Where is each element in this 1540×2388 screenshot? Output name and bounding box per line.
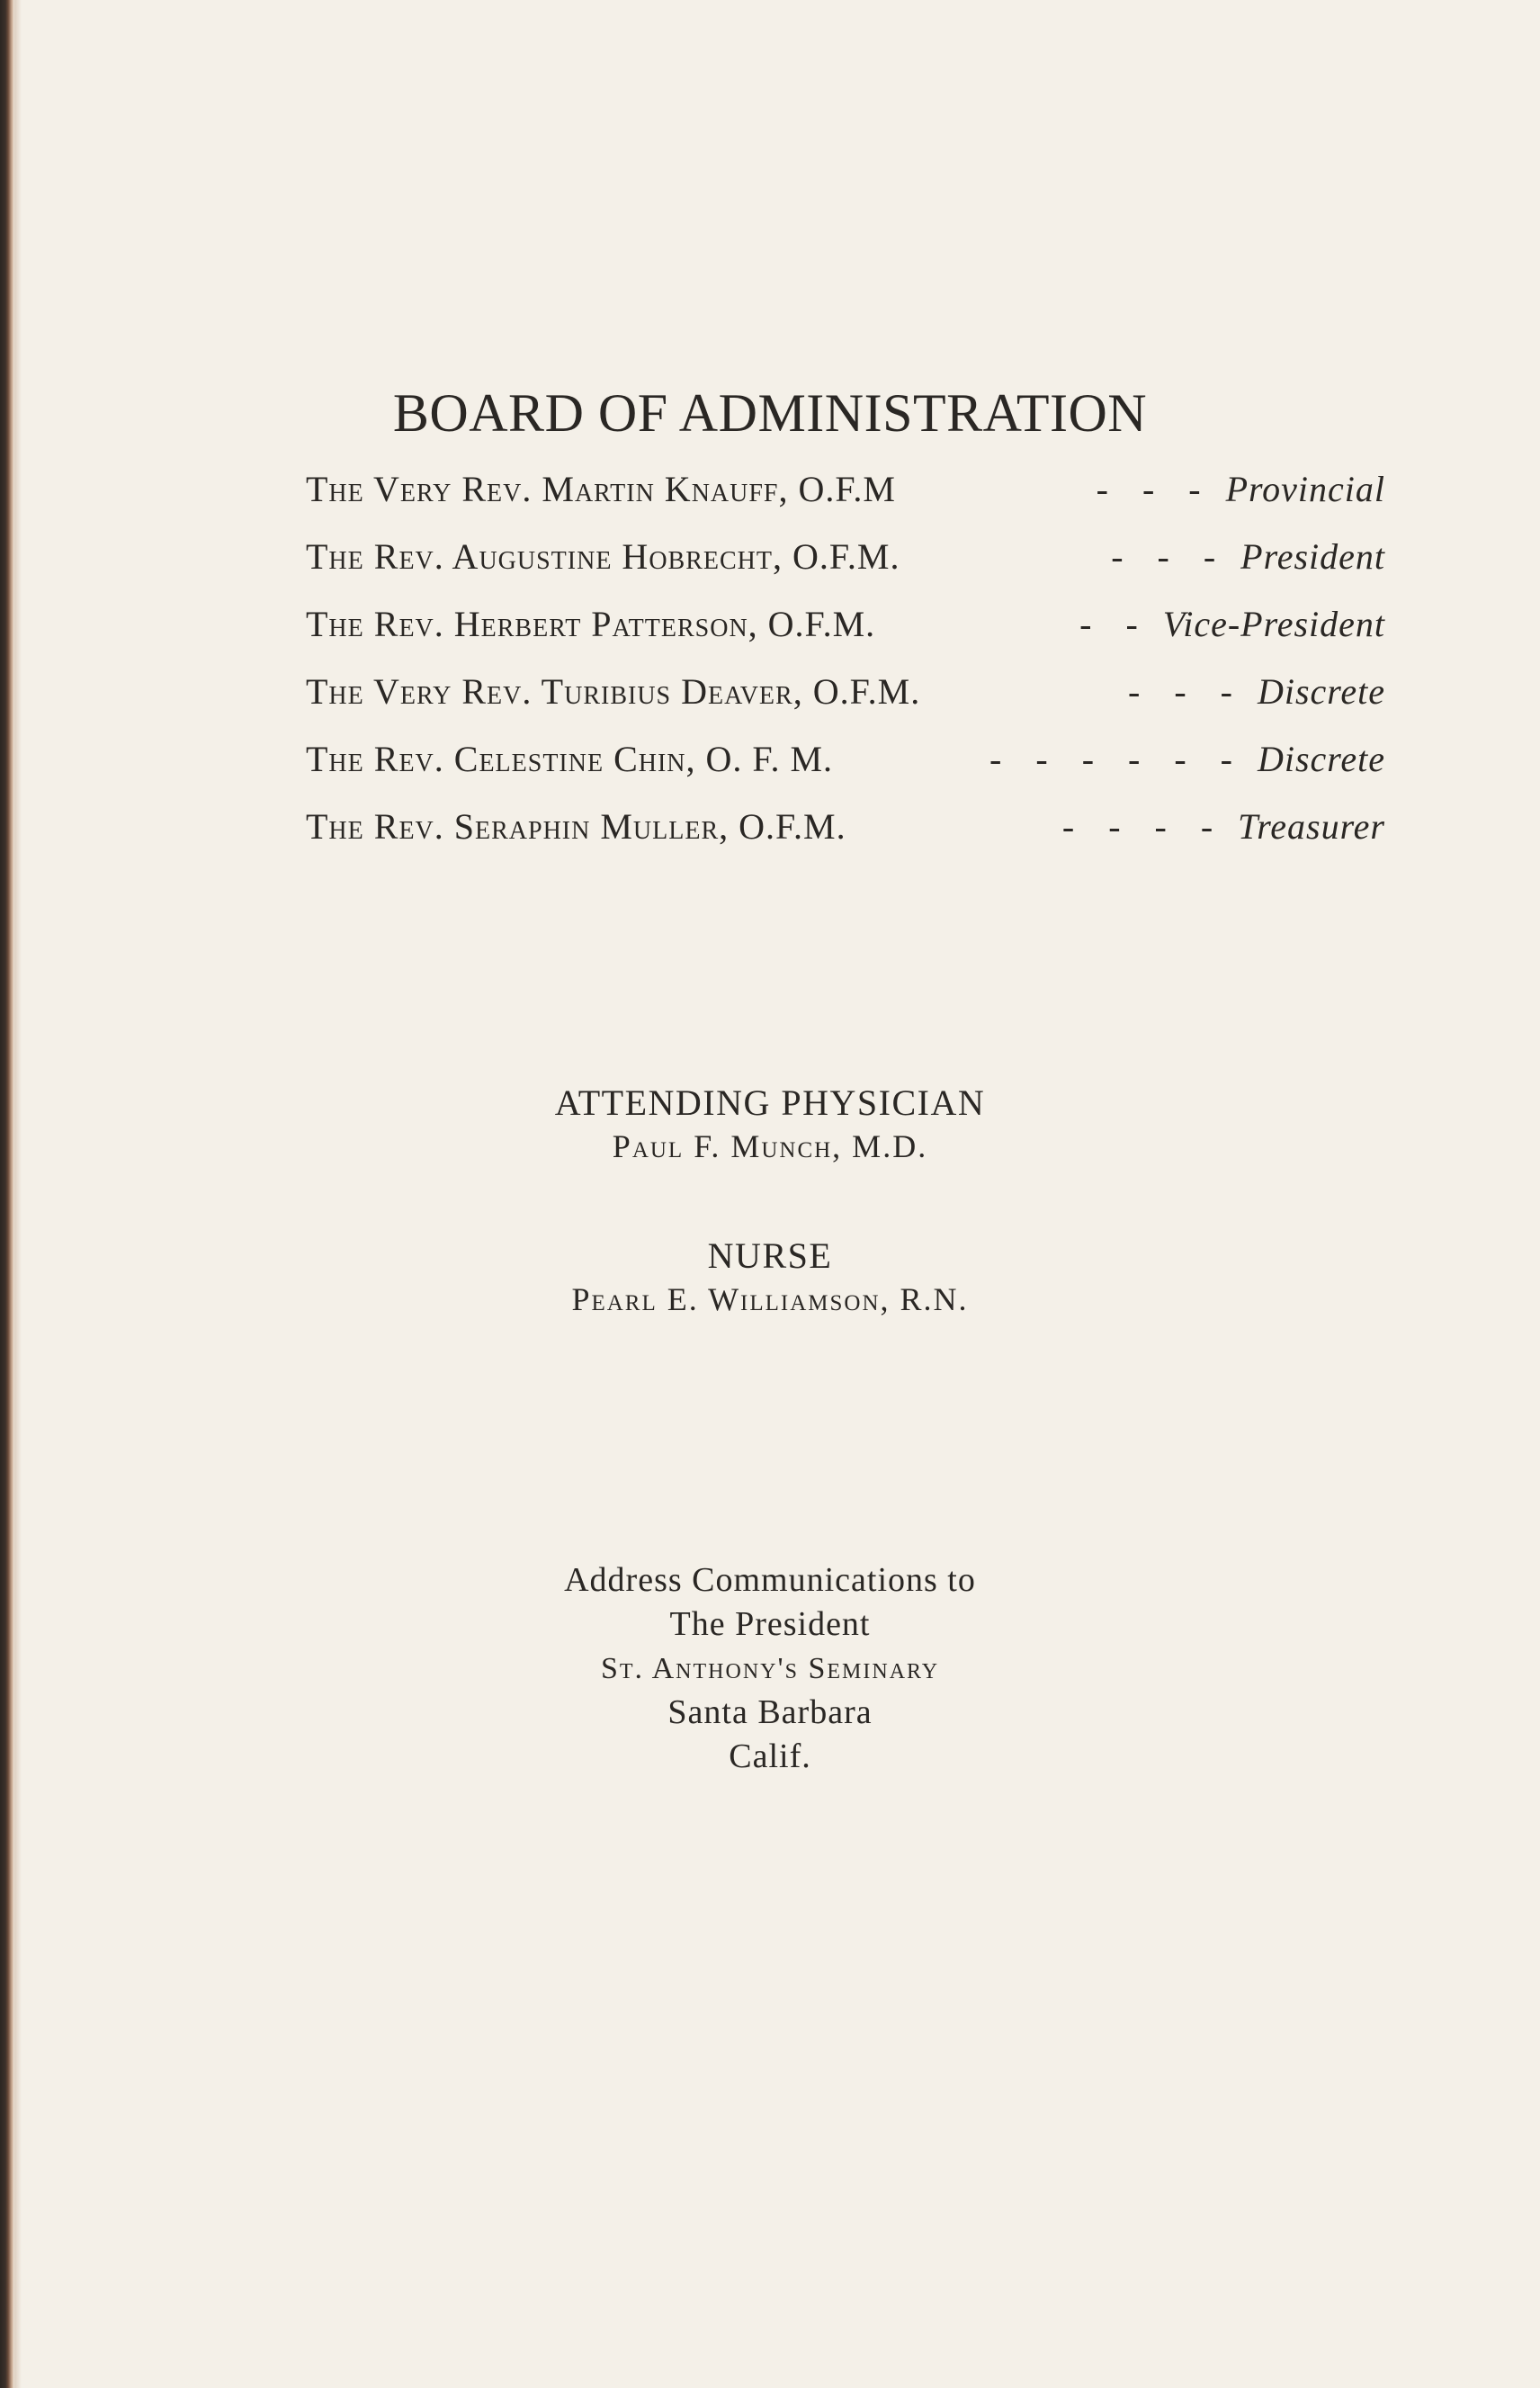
mailing-address — [0, 1558, 1540, 1779]
address-line: Santa Barbara — [667, 1693, 873, 1731]
member-name: The Rev. Augustine Hobrecht, O.F.M. — [306, 536, 900, 577]
address-line: St. Anthony's Seminary — [600, 1652, 940, 1685]
leader-dashes: - - - — [1111, 536, 1229, 577]
member-name: The Rev. Seraphin Muller, O.F.M. — [306, 806, 846, 847]
binding-spine — [0, 0, 14, 2388]
nurse-heading: NURSE — [707, 1235, 833, 1276]
board-member-list — [306, 468, 1385, 873]
member-name: The Rev. Herbert Patterson, O.F.M. — [306, 604, 876, 644]
member-office: Discrete — [1257, 671, 1385, 712]
physician-heading: ATTENDING PHYSICIAN — [554, 1082, 986, 1123]
board-member-row — [306, 603, 1385, 670]
member-name: The Very Rev. Turibius Deaver, O.F.M. — [306, 671, 921, 712]
nurse-section — [0, 1234, 1540, 1321]
member-office: Treasurer — [1238, 806, 1385, 847]
member-name: The Very Rev. Martin Knauff, O.F.M — [306, 469, 896, 509]
member-office: Provincial — [1225, 469, 1385, 509]
board-member-row — [306, 738, 1385, 805]
member-name: The Rev. Celestine Chin, O. F. M. — [306, 739, 834, 779]
nurse-name: Pearl E. Williamson, R.N. — [571, 1281, 969, 1317]
leader-dashes: - - — [1079, 604, 1151, 644]
page-edge-shadow — [14, 0, 22, 2388]
address-line: Calif. — [729, 1737, 811, 1775]
member-office: President — [1240, 536, 1385, 577]
board-title: BOARD OF ADMINISTRATION — [392, 383, 1148, 443]
physician-name: Paul F. Munch, M.D. — [612, 1128, 928, 1164]
leader-dashes: - - - — [1128, 671, 1245, 712]
address-line: The President — [669, 1605, 871, 1643]
board-member-row — [306, 468, 1385, 535]
member-office: Discrete — [1257, 739, 1385, 779]
member-office: Vice-President — [1162, 604, 1385, 644]
board-member-row — [306, 805, 1385, 873]
leader-dashes: - - - - - - — [989, 739, 1245, 779]
board-member-row — [306, 535, 1385, 603]
address-line: Address Communications to — [564, 1561, 976, 1599]
leader-dashes: - - - - — [1061, 806, 1226, 847]
physician-section — [0, 1082, 1540, 1168]
leader-dashes: - - - — [1096, 469, 1213, 509]
board-member-row — [306, 670, 1385, 738]
